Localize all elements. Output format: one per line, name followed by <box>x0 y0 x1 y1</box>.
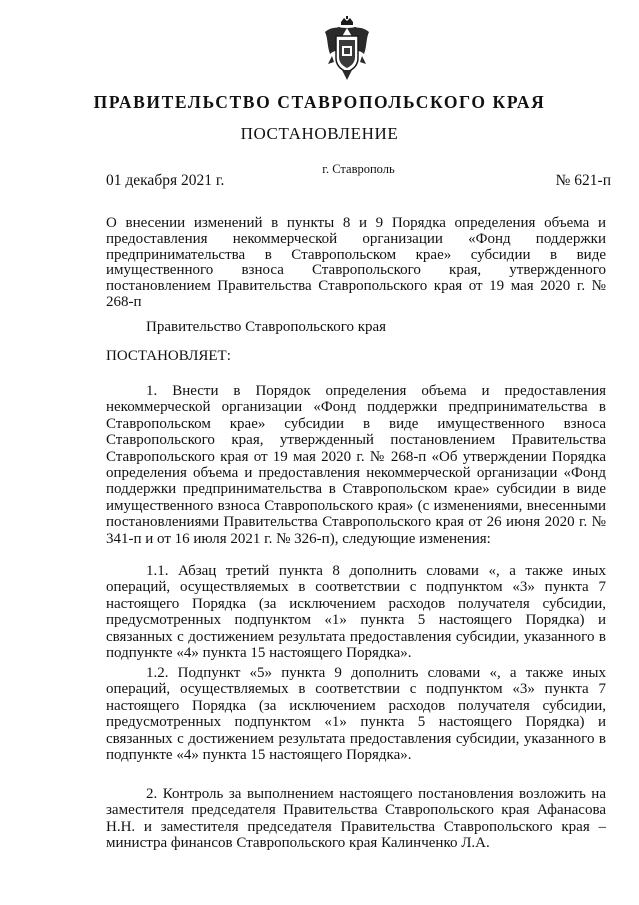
coat-of-arms-icon <box>322 16 372 82</box>
paragraph-1: 1. Внести в Порядок определения объема и предоставления некоммерческой организации «Фонд поддержки предпринимательства в Ставропольском крае» субсидии в виде имущественного взноса Ставропольского края, утвержденный постановлением Правительства Ставропольского края от 19 мая 2020 г. № 268-п «Об утверждении Порядка определения объема и предоставления некоммерческой организации «Фонд поддержки предпринимательства в Ставропольском крае» субсидии в виде имущественного взноса Ставропольского края» (с изменениями, внесенными постановлениями Правительства Ставропольского края от 26 июня 2020 г. № 341-п и от 16 июля 2021 г. № 326-п), следующие изменения: <box>106 383 606 547</box>
document-type: ПОСТАНОВЛЕНИЕ <box>240 124 399 143</box>
paragraph-1-2: 1.2. Подпункт «5» пункта 9 дополнить словами «, а также иных операций, осуществляемых в соответствии с подпунктом «3» пункта 7 настоящего Порядка (за исключением расходов получателя субсидии, предусмотренных подпунктом «1» пункта 5 настоящего Порядка) и связанных с достижением результата предоставления субсидии, указанного в подпункте «4» пункта 15 настоящего Порядка». <box>106 665 606 764</box>
resolves-heading: ПОСТАНОВЛЯЕТ: <box>106 348 231 364</box>
document-date: 01 декабря 2021 г. <box>106 172 225 189</box>
document-city: г. Ставрополь <box>322 162 395 176</box>
paragraph-1-1: 1.1. Абзац третий пункта 8 дополнить словами «, а также иных операций, осуществляемых в соответствии с подпунктом «3» пункта 7 настоящего Порядка (за исключением расходов получателя субсидии, предусмотренных подпунктом «1» пункта 5 настоящего Порядка) и связанных с достижением результата предоставления субсидии, указанного в подпункте «4» пункта 15 настоящего Порядка». <box>106 563 606 662</box>
document-number: № 621-п <box>555 172 611 189</box>
document-meta <box>106 162 611 192</box>
document-subject: О внесении изменений в пункты 8 и 9 Порядка определения объема и предоставления некоммерческой организации «Фонд поддержки предпринимательства в Ставропольском крае» субсидии в виде имущественного взноса Ставропольского края, утвержденного постановлением Правительства Ставропольского края от 19 мая 2020 г. № 268-п <box>106 215 606 310</box>
issuing-authority: Правительство Ставропольского края <box>146 319 387 335</box>
paragraph-2: 2. Контроль за выполнением настоящего постановления возложить на заместителя председателя Правительства Ставропольского края Афанасова Н.Н. и заместителя председателя Правительства Ставропольского края – министра финансов Ставропольского края Калинченко Л.А. <box>106 786 606 852</box>
government-title: ПРАВИТЕЛЬСТВО СТАВРОПОЛЬСКОГО КРАЯ <box>93 92 546 112</box>
